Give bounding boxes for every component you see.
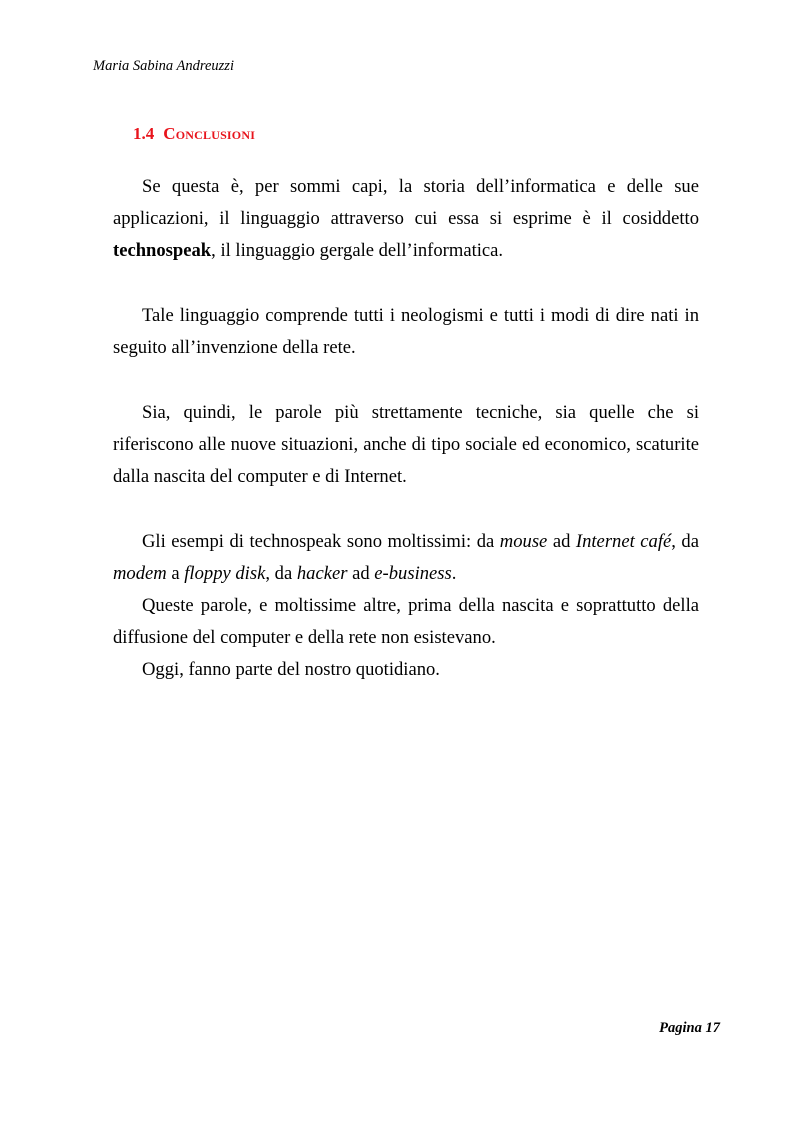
term-hacker: hacker (296, 563, 348, 584)
paragraph-6: Oggi, fanno parte del nostro quotidiano. (142, 659, 440, 680)
term-floppy-disk: floppy disk (184, 563, 266, 584)
technospeak-term: technospeak (113, 240, 212, 261)
paragraph-1-text-before: Se questa è, per sommi capi, la storia dell’informatica e delle sue applicazioni, il linguaggio attraverso cui essa si esprime è il cosiddetto (113, 176, 699, 229)
paragraph-4-sep-5: ad (347, 563, 375, 584)
page-number: Pagina 17 (659, 1020, 720, 1036)
section-number: 1.4 (133, 124, 155, 143)
term-modem: modem (113, 563, 167, 584)
paragraph-4 (113, 526, 699, 590)
paragraph-3: Sia, quindi, le parole più strettamente tecniche, sia quelle che si riferiscono alle nuove situazioni, anche di tipo sociale ed economico, scaturite dalla nascita del computer e di Internet. (113, 402, 699, 487)
paragraph-4-end: . (451, 563, 457, 584)
paragraph-2: Tale linguaggio comprende tutti i neologismi e tutti i modi di dire nati in seguito all’invenzione della rete. (113, 305, 699, 358)
paragraph-4-sep-4: , da (265, 563, 297, 584)
page-header-author: Maria Sabina Andreuzzi (93, 58, 234, 74)
term-internet-cafe: Internet café (575, 531, 672, 552)
body-text (113, 171, 699, 686)
paragraph-5: Queste parole, e moltissime altre, prima della nascita e soprattutto della diffusione del computer e della rete non esistevano. (113, 595, 699, 648)
term-e-business: e-business (374, 563, 452, 584)
paragraph-4-intro: Gli esempi di technospeak sono moltissimi: da (142, 531, 500, 552)
term-mouse: mouse (499, 531, 548, 552)
paragraph-4-sep-1: ad (547, 531, 576, 552)
section-heading (133, 124, 255, 144)
section-title: Conclusioni (163, 124, 256, 143)
paragraph-1 (113, 171, 699, 267)
paragraph-4-sep-2: , da (671, 531, 699, 552)
paragraph-4-sep-3: a (166, 563, 185, 584)
paragraph-1-text-after: , il linguaggio gergale dell’informatica. (211, 240, 504, 261)
